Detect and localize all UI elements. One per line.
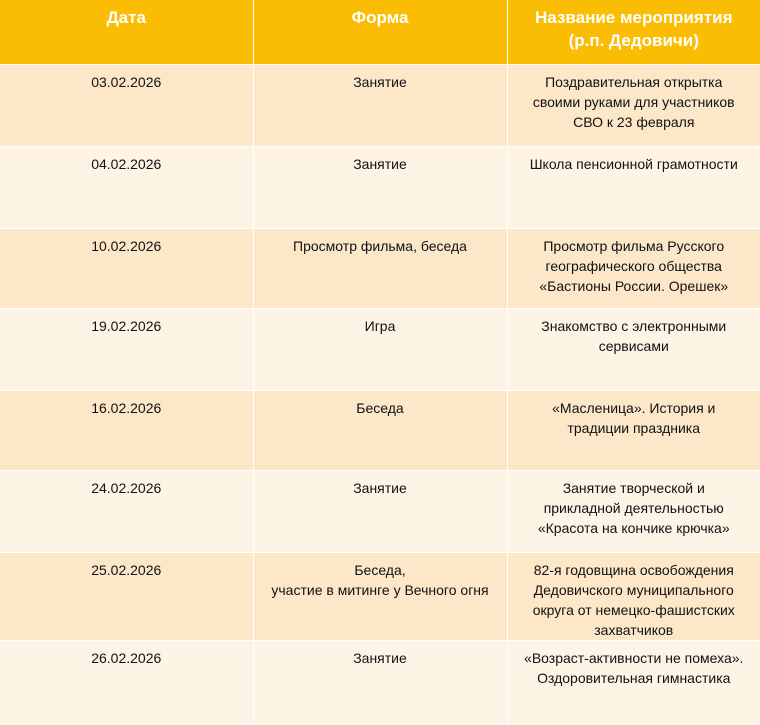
cell-event-name-line: Школа пенсионной грамотности — [529, 155, 738, 172]
cell-date: 24.02.2026 — [0, 470, 253, 552]
cell-form-line: Занятие — [353, 479, 407, 496]
table-row — [0, 470, 760, 552]
cell-date: 25.02.2026 — [0, 552, 253, 640]
cell-event-name-line: Оздоровительная гимнастика — [537, 669, 731, 686]
cell-event-name-line: «Возраст-активности не помеха». — [524, 649, 744, 666]
cell-form-line: Занятие — [353, 73, 407, 90]
cell-form-line: Беседа — [356, 399, 404, 416]
cell-event-name-line: Занятие творческой и — [562, 479, 705, 496]
cell-form-line: Игра — [364, 317, 396, 334]
cell-form — [253, 390, 507, 470]
table-row — [0, 640, 760, 725]
header-event-name — [507, 0, 760, 64]
cell-event-name-line: Просмотр фильма Русского — [543, 237, 725, 254]
header-event-name-line2: (р.п. Дедовичи) — [568, 31, 699, 50]
cell-event-name — [507, 64, 760, 146]
table-body — [0, 64, 760, 725]
cell-event-name — [507, 552, 760, 640]
header-date: Дата — [0, 0, 253, 64]
cell-form-line: Беседа, — [354, 561, 406, 578]
cell-event-name-line: захватчиков — [594, 621, 674, 638]
cell-form — [253, 228, 507, 308]
cell-event-name-line: 82-я годовщина освобождения — [533, 561, 734, 578]
cell-form-line: Занятие — [353, 155, 407, 172]
table-row — [0, 390, 760, 470]
cell-event-name-line: Поздравительная открытка — [545, 73, 723, 90]
header-form: Форма — [253, 0, 507, 64]
cell-form — [253, 146, 507, 228]
cell-event-name — [507, 308, 760, 390]
cell-event-name-line: Дедовичского муниципального — [533, 581, 734, 598]
table-row — [0, 228, 760, 308]
cell-event-name-line: Знакомство с электронными — [541, 317, 727, 334]
cell-date: 10.02.2026 — [0, 228, 253, 308]
table-row — [0, 308, 760, 390]
cell-event-name — [507, 640, 760, 725]
cell-event-name-line: «Бастионы России. Орешек» — [539, 277, 729, 294]
cell-event-name-line: своими руками для участников — [532, 93, 735, 110]
cell-date: 03.02.2026 — [0, 64, 253, 146]
cell-form — [253, 64, 507, 146]
cell-form — [253, 308, 507, 390]
table-row — [0, 64, 760, 146]
cell-event-name-line: традиции праздника — [567, 419, 701, 436]
cell-date: 16.02.2026 — [0, 390, 253, 470]
header-event-name-line1: Название мероприятия — [535, 8, 733, 27]
cell-event-name-line: «Красота на кончике крючка» — [537, 519, 730, 536]
cell-event-name — [507, 146, 760, 228]
cell-event-name-line: географического общества — [545, 257, 722, 274]
cell-form-line: Просмотр фильма, беседа — [293, 237, 467, 254]
cell-form — [253, 470, 507, 552]
cell-date: 04.02.2026 — [0, 146, 253, 228]
cell-date: 19.02.2026 — [0, 308, 253, 390]
cell-form — [253, 552, 507, 640]
cell-event-name-line: прикладной деятельностью — [543, 499, 724, 516]
cell-date: 26.02.2026 — [0, 640, 253, 725]
cell-event-name — [507, 470, 760, 552]
table-row — [0, 146, 760, 228]
cell-form-line: участие в митинге у Вечного огня — [271, 581, 489, 598]
header-row — [0, 0, 760, 64]
cell-form-line: Занятие — [353, 649, 407, 666]
cell-event-name-line: округа от немецко-фашистских — [532, 601, 735, 618]
cell-form — [253, 640, 507, 725]
cell-event-name-line: СВО к 23 февраля — [573, 113, 695, 130]
table-row — [0, 552, 760, 640]
cell-event-name — [507, 228, 760, 308]
cell-event-name — [507, 390, 760, 470]
cell-event-name-line: сервисами — [598, 337, 669, 354]
cell-event-name-line: «Масленица». История и — [552, 399, 716, 416]
